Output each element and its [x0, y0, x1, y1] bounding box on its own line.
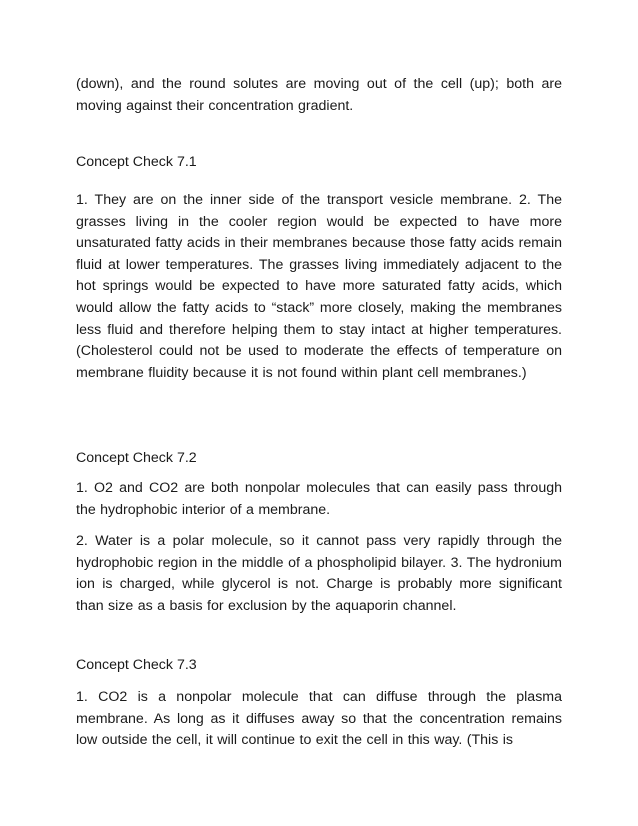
section-heading-7-3: Concept Check 7.3: [76, 657, 197, 673]
section-heading-7-2: Concept Check 7.2: [76, 450, 197, 466]
intro-paragraph: (down), and the round solutes are moving out of the cell (up); both are moving against their concentration gradient.: [76, 76, 562, 114]
section-7-3-paragraph: 1. CO2 is a nonpolar molecule that can diffuse through the plasma membrane. As long as it diffuses away so that the concentration remains low outside the cell, it will continue to exit the cell in this way. (This is: [76, 689, 562, 749]
section-7-2-paragraph-2: 2. Water is a polar molecule, so it cannot pass very rapidly through the hydrophobic region in the middle of a phospholipid bilayer. 3. The hydronium ion is charged, while glycerol is not. Charge is probably more significant than size as a basis for exclusion by the aquaporin channel.: [76, 533, 562, 614]
section-7-1-paragraph: 1. They are on the inner side of the transport vesicle membrane. 2. The grasses living in the cooler region would be expected to have more unsaturated fatty acids in their membranes because those fatty acids remain fluid at lower temperatures. The grasses living immediately adjacent to the hot springs would be expected to have more saturated fatty acids, which would allow the fatty acids to “stack” more closely, making the membranes less fluid and therefore helping them to stay intact at higher temperatures. (Cholesterol could not be used to moderate the effects of temperature on membrane fluidity because it is not found within plant cell membranes.): [76, 192, 562, 381]
section-heading-7-1: Concept Check 7.1: [76, 154, 197, 170]
section-7-2-paragraph-1: 1. O2 and CO2 are both nonpolar molecules that can easily pass through the hydrophobic interior of a membrane.: [76, 480, 562, 518]
